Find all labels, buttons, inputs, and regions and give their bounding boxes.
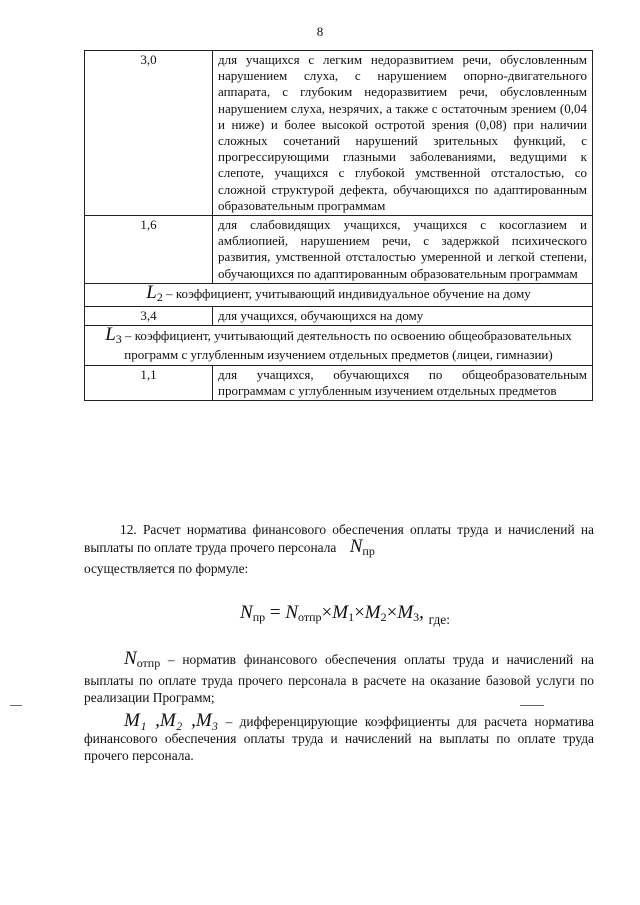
coefficient-header xyxy=(85,283,593,306)
table-row xyxy=(85,365,593,400)
table-row xyxy=(85,216,593,284)
coefficient-symbol: $L_2$ xyxy=(146,281,163,304)
coefficient-description: для учащихся, обучающихся на дому xyxy=(213,307,593,326)
definition-m xyxy=(84,712,594,764)
table-row xyxy=(85,307,593,326)
paragraph-12-tail: осуществляется по формуле: xyxy=(84,561,249,576)
table-row xyxy=(85,51,593,216)
coefficient-symbol: $L_3$ xyxy=(105,324,122,347)
table-row xyxy=(85,283,593,306)
coefficient-description: для учащихся с легким недоразвитием речи, обусловленным нарушением слуха, с нарушением опорно-двигательного аппарата, с глубоким недоразвитием речи, обусловленным нарушением слуха, незрячих, а также с остаточным зрением (0,04 и ниже) и более высокой остротой зрения (0,08) при наличии сложных сочетаний нарушений зрительных функций, с прогрессирующими глазными заболеваниями, ведущими к слепоте, учащихся с глубокой умственной отсталостью, со сложной структурой дефекта, обучающихся по адаптированным образовательным программам xyxy=(213,51,593,216)
coefficient-value: 3,4 xyxy=(85,307,213,326)
paragraph-12-text: 12. Расчет норматива финансового обеспечения оплаты труда и начислений на выплаты по оплате труда прочего персонала xyxy=(84,522,594,555)
formula: $N_{пр} = N_{отпр}\times M_1\times M_2\times M_3$, $_{где:}$ xyxy=(240,602,450,627)
coefficient-value: 3,0 xyxy=(85,51,213,216)
coefficient-value: 1,1 xyxy=(85,365,213,400)
coefficient-header-text: – коэффициент, учитывающий индивидуальное обучение на дому xyxy=(162,285,531,301)
notpr-symbol: $N_{отпр}$ xyxy=(124,648,161,670)
coefficient-value: 1,6 xyxy=(85,216,213,284)
paragraph-12 xyxy=(84,521,594,577)
definition-notpr-text: – норматив финансового обеспечения оплаты труда и начислений на выплаты по оплате труда прочего персонала в расчете на оказание базовой услуги по реализации Программ; xyxy=(84,652,594,705)
definition-notpr xyxy=(84,650,594,706)
coefficient-table xyxy=(84,50,593,401)
npr-symbol: $N_{пр}$ xyxy=(349,536,375,558)
coefficient-header xyxy=(85,326,593,365)
scan-mark xyxy=(520,705,544,706)
scan-mark xyxy=(10,705,22,706)
table-row xyxy=(85,326,593,365)
coefficient-header-text: – коэффициент, учитывающий деятельность по освоению общеобразовательных программ с углубленным изучением отдельных предметов (лицеи, гимназии) xyxy=(121,328,572,363)
definition-m-text: – дифференцирующие коэффициенты для расчета норматива финансового обеспечения оплаты труда и начислений на выплаты по оплате труда прочего персонала. xyxy=(84,714,594,763)
m-symbols: M₁ ,M₂ ,M₃ xyxy=(124,710,219,731)
coefficient-description: для учащихся, обучающихся по общеобразовательным программам с углубленным изучением отдельных предметов xyxy=(213,365,593,400)
page-number: 8 xyxy=(316,24,324,39)
coefficient-description: для слабовидящих учащихся, учащихся с косоглазием и амблиопией, нарушением речи, с задержкой психического развития, умственной отсталостью умеренной и легкой степени, обучающихся по адаптированным образовательным программам xyxy=(213,216,593,284)
